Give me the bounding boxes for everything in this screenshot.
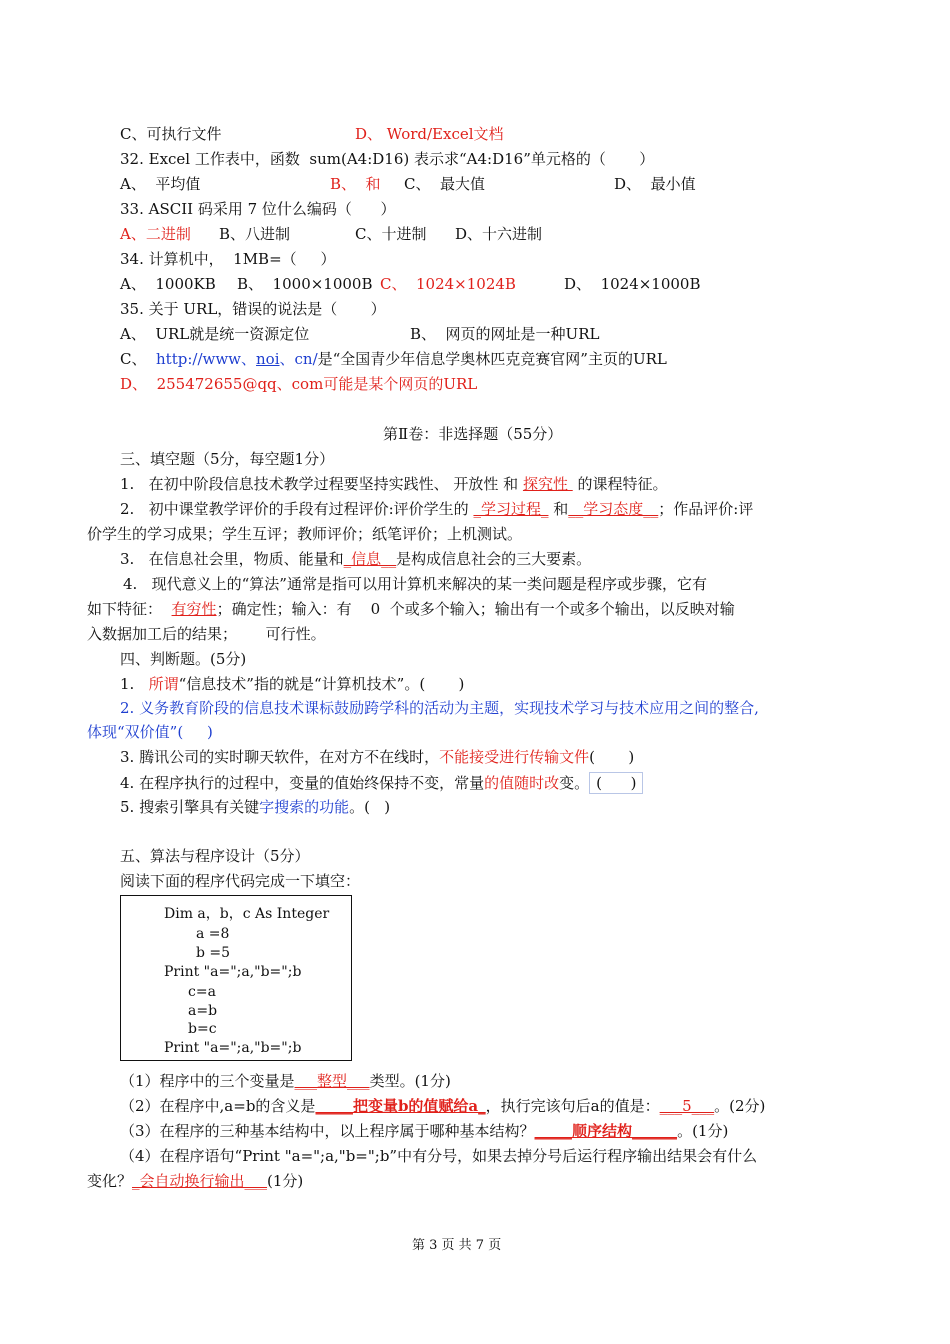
fill-question-1 (120, 474, 668, 494)
url-text-1: http://www、 (156, 350, 257, 368)
code-line-5: c=a (188, 984, 216, 1000)
q32-option-d: D、 最小值 (614, 175, 696, 193)
judge-question-4 (120, 772, 643, 794)
q31-option-d: D、 Word/Excel文档 (355, 125, 504, 143)
q33-stem: 33. ASCII 码采用 7 位什么编码（ ） (120, 200, 396, 218)
judge-2-continuation: 体现“双价值”( ) (87, 723, 213, 741)
code-line-6: a=b (188, 1003, 218, 1019)
code-box (120, 895, 352, 1061)
fill-1-text: 1. 在初中阶段信息技术教学过程要坚持实践性、 开放性 和 (120, 475, 523, 493)
q35-c-text: 是“全国青少年信息学奥林匹克竞赛官网”主页的URL (317, 350, 667, 368)
url-link-noi[interactable]: noi (256, 350, 280, 368)
judge-1-highlight: 所谓 (148, 675, 179, 693)
q35-c-label: C、 (120, 350, 157, 368)
fill-2-answer-1: _学习过程_ (473, 500, 549, 518)
judge-4-tail: 变。 (559, 774, 590, 792)
q32-stem: 32. Excel 工作表中，函数 sum(A4:D16) 表示求“A4:D16”单元格的（ ） (120, 150, 655, 168)
q33-option-a: A、二进制 (120, 225, 191, 243)
algo-3-answer: _____顺序结构______ (534, 1122, 678, 1140)
algo-2-answer-2: ___5___ (659, 1097, 715, 1115)
algo-2-tail: 。(2分) (714, 1097, 766, 1115)
judge-5-tail: 。( ) (349, 798, 391, 816)
judge-question-3 (120, 747, 634, 767)
fill-1-tail: 的课程特征。 (572, 475, 668, 493)
q34-stem: 34. 计算机中， 1MB=（ ） (120, 250, 336, 268)
algo-question-4: （4）在程序语句“Print "a=";a,"b=";b”中有分号，如果去掉分号后运行程序输出结果会有什么 (120, 1147, 758, 1165)
judge-3-tail: ( ) (589, 748, 635, 766)
judge-4-answer-box: ( ) (589, 772, 643, 794)
fill-2-tail: ；作品评价:评 (658, 500, 754, 518)
code-line-2: a =8 (196, 926, 230, 942)
judge-5-text: 5. 搜索引擎具有关键 (120, 798, 260, 816)
algo-1-text: （1）程序中的三个变量是 (120, 1072, 295, 1090)
algo-intro: 阅读下面的程序代码完成一下填空： (120, 872, 361, 890)
fill-4-answer: 有穷性 (171, 600, 217, 618)
q32-option-c: C、 最大值 (404, 175, 486, 193)
q34-option-c: C、 1024×1024B (380, 275, 516, 293)
fill-4-text: 如下特征： (87, 600, 172, 618)
fill-4-line-2 (87, 599, 735, 619)
judge-4-highlight: 的值随时改 (484, 774, 560, 792)
judge-section-heading: 四、判断题。(5分) (120, 650, 247, 668)
algo-question-1 (120, 1071, 451, 1091)
code-line-7: b=c (188, 1021, 217, 1037)
fill-1-answer: 探究性 (522, 475, 573, 493)
code-line-3: b =5 (196, 945, 231, 961)
fill-section-heading: 三、填空题（5分，每空题1分） (120, 450, 335, 468)
q33-option-d: D、十六进制 (455, 225, 543, 243)
judge-1-text: “信息技术”指的就是“计算机技术”。( ) (178, 675, 465, 693)
fill-question-4: 4. 现代意义上的“算法”通常是指可以用计算机来解决的某一类问题是程序或步骤，它有 (123, 575, 707, 593)
judge-1-num: 1. (120, 675, 149, 693)
judge-4-text: 4. 在程序执行的过程中，变量的值始终保持不变，常量 (120, 774, 485, 792)
judge-3-highlight: 不能接受进行传输文件 (439, 748, 590, 766)
algo-3-text: （3）在程序的三种基本结构中，以上程序属于哪种基本结构？ (120, 1122, 535, 1140)
algo-2-mid: ，执行完该句后a的值是： (485, 1097, 660, 1115)
algo-2-answer-1: _____把变量b的值赋给a_ (315, 1097, 486, 1115)
fill-2-mid: 和 (548, 500, 569, 518)
algo-4-answer: _会自动换行输出___ (132, 1172, 268, 1190)
algo-4-text: 变化？ (87, 1172, 133, 1190)
q32-option-b: B、 和 (330, 175, 381, 193)
q35-stem: 35. 关于 URL，错误的说法是（ ） (120, 300, 386, 318)
q34-option-d: D、 1024×1000B (564, 275, 701, 293)
q34-option-b: B、 1000×1000B (237, 275, 373, 293)
fill-3-answer: _信息__ (343, 550, 397, 568)
fill-question-2 (120, 499, 753, 519)
judge-3-text: 3. 腾讯公司的实时聊天软件，在对方不在线时， (120, 748, 440, 766)
judge-question-5 (120, 797, 390, 817)
q32-option-a: A、 平均值 (120, 175, 201, 193)
algo-4-line-2 (87, 1171, 303, 1191)
fill-2-text: 2. 初中课堂教学评价的手段有过程评价:评价学生的 (120, 500, 474, 518)
q35-option-a: A、 URL就是统一资源定位 (120, 325, 310, 343)
fill-3-tail: 是构成信息社会的三大要素。 (396, 550, 592, 568)
algo-question-3 (120, 1121, 728, 1141)
q35-option-b: B、 网页的网址是一种URL (410, 325, 600, 343)
algo-3-tail: 。(1分) (677, 1122, 729, 1140)
page-footer: 第 3 页 共 7 页 (412, 1238, 502, 1253)
url-text-2: 、cn/ (279, 350, 318, 368)
judge-5-highlight: 字搜索的功能 (259, 798, 350, 816)
judge-question-1 (120, 674, 464, 694)
code-line-4: Print "a=";a,"b=";b (164, 964, 302, 980)
fill-3-text: 3. 在信息社会里，物质、能量和 (120, 550, 344, 568)
algo-4-tail: (1分) (267, 1172, 304, 1190)
code-line-1: Dim a，b，c As Integer (164, 906, 330, 922)
algo-section-heading: 五、算法与程序设计（5分） (120, 847, 310, 865)
part2-title: 第Ⅱ卷：非选择题（55分） (383, 425, 563, 443)
judge-question-2: 2. 义务教育阶段的信息技术课标鼓励跨学科的活动为主题，实现技术学习与技术应用之间的整合, (120, 699, 759, 717)
q35-option-d: D、 255472655@qq、com可能是某个网页的URL (120, 375, 478, 393)
fill-2-answer-2: __学习态度__ (568, 500, 659, 518)
q33-option-c: C、十进制 (355, 225, 427, 243)
q35-option-c (120, 349, 667, 369)
fill-2-continuation: 价学生的学习成果；学生互评；教师评价；纸笔评价；上机测试。 (87, 525, 523, 543)
algo-1-answer: ___整型___ (294, 1072, 370, 1090)
algo-2-text: （2）在程序中,a=b的含义是 (120, 1097, 316, 1115)
fill-question-3 (120, 549, 591, 569)
fill-4-line-3: 入数据加工后的结果； 可行性。 (87, 625, 326, 643)
q33-option-b: B、八进制 (219, 225, 291, 243)
algo-question-2 (120, 1096, 765, 1116)
code-line-8: Print "a=";a,"b=";b (164, 1040, 302, 1056)
q34-option-a: A、 1000KB (120, 275, 216, 293)
fill-4-tail: ；确定性；输入：有 0 个或多个输入；输出有一个或多个输出，以反映对输 (216, 600, 735, 618)
q31-option-c: C、可执行文件 (120, 125, 222, 143)
algo-1-tail: 类型。(1分) (369, 1072, 451, 1090)
